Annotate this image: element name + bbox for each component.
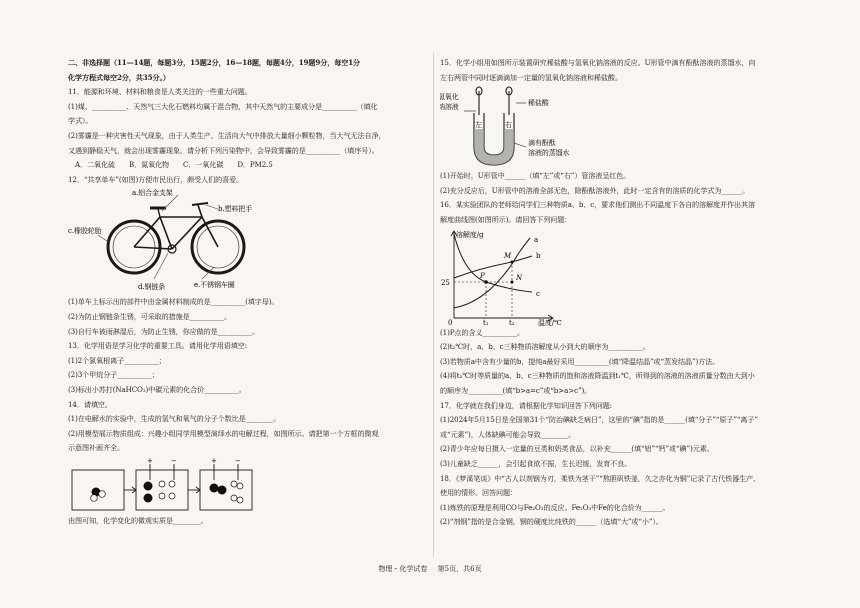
q18-line: (1)炼铁的原理是利用CO与Fe₂O₃的反应。Fe₂O₃中Fe的化合价为______。 [440, 502, 670, 512]
q16-part: (3)若物质a中含有少量的b，提纯a最好采用__________(填“降温结晶”或“蒸发结晶”)方法。 [440, 356, 720, 366]
q17-line: (1)2024年5月15日是全国第31个“防治碘缺乏病日”，这里的“碘”指的是______(填“分子”“原子”“离子” [440, 415, 758, 425]
y-axis-label: 溶解度/g [456, 230, 484, 239]
q14-line: (2)用模型展示物质组成：兴趣小组同学用模型演绎水的电解过程，如图所示。请把第一个方框的微观 [68, 428, 379, 438]
t2-label: t₂ [509, 318, 515, 326]
bicycle-icon [68, 187, 428, 295]
q15-line: 左右两管中同时逐滴滴加一定量的氢氧化钠溶液和稀盐酸。 [440, 72, 622, 82]
p-label: P [480, 271, 485, 280]
minus-sign: − [235, 456, 241, 465]
q15-part: (1)开始时，U形管中______（填“左”或“右”）管溶液呈红色。 [440, 171, 631, 181]
solubility-curve-icon [440, 228, 812, 326]
point-m [511, 260, 514, 263]
hcl-label: 稀盐酸 [528, 99, 549, 108]
q14-line: 14．请填空。 [68, 399, 112, 409]
bicycle-figure [68, 187, 428, 295]
section-title: 二、非选择题（11—14题，每题3分，15题2分，16—18题，每题4分，19题9分，每空1分 [68, 58, 361, 67]
q11-line: 11．能源和环境、材料和粮食是人类关注的一些重大问题。 [68, 87, 252, 97]
q16-part: (4)将t₂℃时等质量的a、b、c三种物质的饱和溶液降温到t₁℃，所得到的溶液的溶液质量分数由大到小 [440, 371, 755, 381]
q16-line: 解度曲线图(如图所示)。请回答下列问题： [440, 214, 572, 224]
q13-line: (1)2个氯氧根离子__________； [68, 355, 166, 365]
water-label: 滴有酚酞 [528, 139, 556, 148]
q13-line: (2)3个甲烷分子__________； [68, 370, 159, 380]
label-e: e.不锈钢车圈 [194, 281, 235, 290]
curve-a [454, 238, 530, 308]
series-a-label: a [534, 235, 539, 244]
naoh-label: 氢氧化 [440, 93, 459, 102]
footer-subject: 物理・化学试卷 [378, 565, 428, 573]
product-molecules-icon [210, 481, 244, 503]
label-d: d.钢链条 [138, 283, 166, 292]
origin-label: 0 [448, 318, 453, 326]
naoh-label: 钠溶液 [440, 103, 459, 112]
q11-line: (2)雾霾是一种灾害性天气现象，由于人类生产、生活向大气中排放大量细小颗粒物，当大气无法自净， [68, 130, 386, 140]
point-p [484, 280, 488, 284]
q15-line: 15．化学小组用如图所示装置研究稀盐酸与氢氧化钠溶液的反应。U形管中滴有酚酞溶液的蒸馏水，向 [440, 58, 756, 67]
electrolysis-figure [68, 456, 428, 514]
m-label: M [504, 251, 512, 260]
q14-conclusion: 由图可知，化学变化的微观实质是________。 [68, 515, 208, 525]
x-axis-label: 温度/℃ [538, 318, 562, 326]
q15-part: (2)充分反应后，U形管中的溶液全部无色，除酚酞溶液外，此时一定含有的溶质的化学式为______。 [440, 185, 750, 195]
column-divider [433, 52, 434, 557]
minus-sign: − [171, 456, 177, 465]
q11-options: A．二氧化硫 B．氮氧化物 C．一氧化碳 D．PM2.5 [68, 160, 273, 170]
q12-stem: 12．“共享单车”(如图)方便市民出行，颇受人们的喜爱。 [68, 174, 244, 184]
series-c-label: c [536, 289, 540, 298]
q16-part: 的顺序为__________(填“b>a=c”或“b>a>c”)。 [440, 385, 592, 395]
q17-line: (3)儿童缺乏______，会引起食欲不振，生长迟缓，发育不良。 [440, 458, 632, 468]
series-b-label: b [536, 251, 541, 260]
page-footer [0, 564, 860, 574]
u-tube-icon [440, 85, 812, 169]
q17-line: (2)青少年应每日摄入一定量的豆类和奶类食品，以补充______(填“铝”“钙”或“碘”)元素。 [440, 444, 714, 454]
q14-line: 示意图补画齐全。 [68, 443, 124, 453]
point-n [511, 280, 514, 283]
q13-line: 13．化学用语是学习化学的重要工具。请用化学用语填空: [68, 341, 247, 351]
u-tube-figure [440, 85, 812, 169]
q12-part: (1)单车上标示出的部件中由金属材料制成的是__________(填字母)。 [68, 297, 279, 307]
label-a: a.铝合金支架 [132, 189, 173, 198]
q14-line: (1)在电解水的实验中，生成的氢气和氧气的分子个数比是________。 [68, 414, 281, 424]
curve-c [454, 234, 532, 292]
right-tube-label: 右 [505, 121, 512, 130]
label-c: c.橡胶轮胎 [68, 227, 102, 236]
q11-line: 学式）。 [68, 116, 93, 126]
q16-line: 16．某实验团队的老师给同学们三种物质a、b、c，要求他们测出不同温度下各自的溶解度并作出其溶 [440, 200, 756, 210]
water-molecule-icon [91, 487, 106, 501]
q17-line: 或“元素”)，人体缺碘可能会导致________。 [440, 429, 576, 439]
q13-line: (3)标出小苏打(NaHCO₃)中碳元素的化合价__________。 [68, 384, 246, 394]
q16-part: (1)P点的含义__________。 [440, 327, 524, 337]
t1-label: t₁ [483, 318, 489, 326]
left-column [68, 56, 428, 528]
section-title-cont: 化学方程式每空2分，共35分。） [68, 72, 170, 82]
n-label: N [516, 273, 523, 282]
water-label: 溶液的蒸馏水 [528, 149, 570, 158]
right-column [440, 56, 812, 530]
y-tick-25: 25 [441, 278, 450, 287]
q12-part: (3)自行车被雨淋湿后，为防止生锈，你应做的是__________。 [68, 326, 260, 336]
label-b: b.塑料把手 [218, 205, 253, 214]
left-tube-label: 左 [475, 121, 482, 130]
electrolysis-model-icon [68, 456, 428, 514]
q18-line: (2)“剂钢”指的是合金钢，钢的硬度比纯铁的______（选填“大”或“小”）。 [440, 517, 663, 527]
solubility-figure [440, 228, 812, 326]
q18-line: 18．《梦溪笔谈》中“古人以剂钢为刃，柔铁为茎干”“熬胆矾铁釜，久之亦化为铜”记录了古代铁器生产、 [440, 473, 761, 483]
q11-line: (1)煤、__________、天然气三大化石燃料均属于混合物，其中天然气的主要成分是__________（填化 [68, 101, 378, 111]
footer-page-number: 第5页，共6页 [437, 565, 482, 573]
atoms-icon [144, 481, 176, 503]
q17-line: 17．化学就在我们身边，请根据化学知识回答下列问题: [440, 400, 612, 410]
q16-part: (2)t₂℃时，a、b、c三种物质溶解度从小到大的顺序为__________。 [440, 342, 650, 352]
q11-line: 又遇到静稳天气，就会出现雾霾现象。请分析下列污染物中，会导致雾霾的是__________（填序号）。 [68, 145, 379, 155]
plus-sign: + [211, 456, 217, 465]
q12-part: (2)为防止钢链条生锈，可采取的措施是__________。 [68, 311, 232, 321]
plus-sign: + [147, 456, 153, 465]
liquid-fill [474, 129, 514, 165]
q18-line: 使用的情形。回答问题： [440, 488, 517, 498]
